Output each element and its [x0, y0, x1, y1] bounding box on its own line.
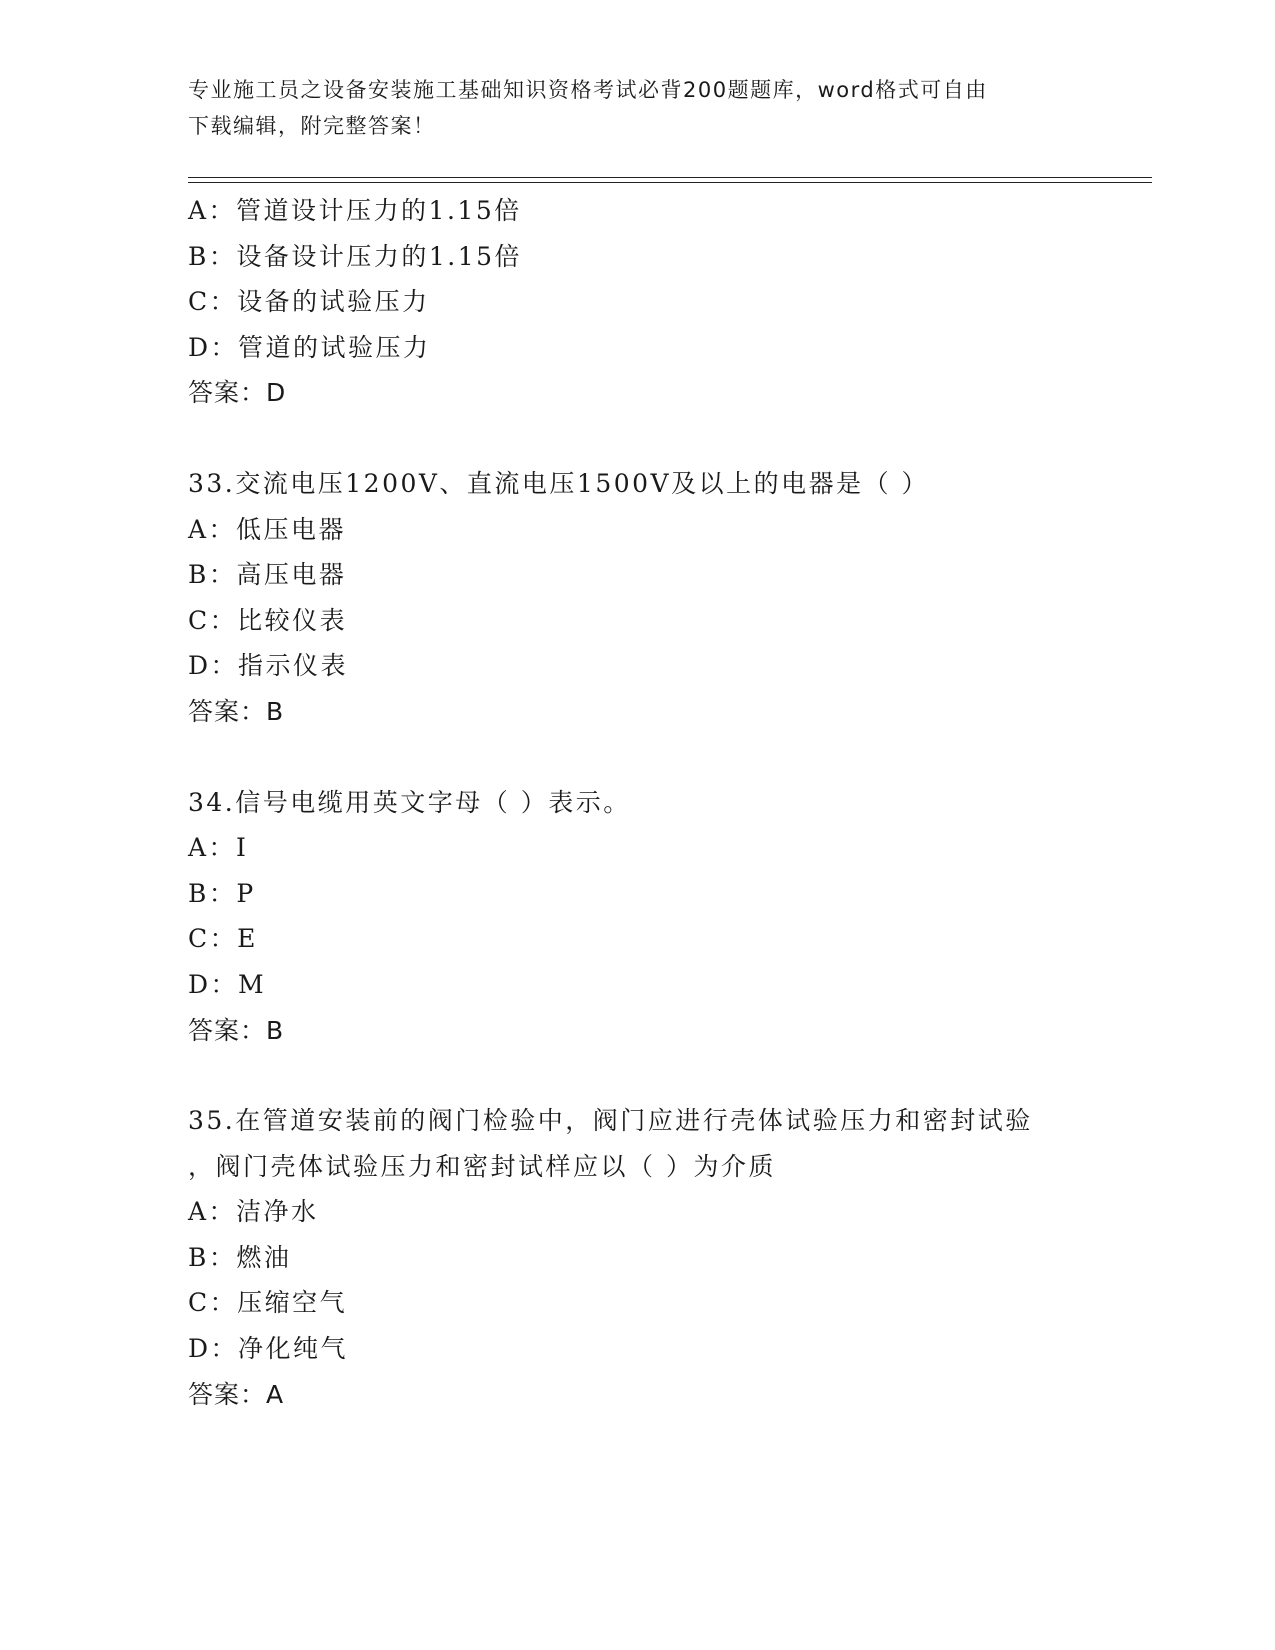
- option-a: A：I: [188, 833, 249, 863]
- option-c: C：压缩空气: [188, 1288, 348, 1318]
- option-a: A：管道设计压力的1.15倍: [188, 196, 522, 225]
- option-a: A：低压电器: [188, 514, 347, 544]
- question-block-32: [188, 188, 1128, 416]
- option-b: B：燃油: [188, 1242, 292, 1272]
- question-text: 33.交流电压1200V、直流电压1500V及以上的电器是（ ）: [188, 468, 930, 498]
- option-d: D：净化纯气: [188, 1334, 349, 1364]
- option-a: A：洁净水: [188, 1197, 319, 1227]
- option-c: C：比较仪表: [188, 605, 348, 635]
- answer-line: 答案：B: [188, 696, 285, 726]
- option-b: B：设备设计压力的1.15倍: [188, 241, 523, 271]
- document-header: [188, 72, 1068, 144]
- spacer: [188, 1053, 1128, 1098]
- option-d: D：管道的试验压力: [188, 332, 431, 362]
- question-text: 34.信号电缆用英文字母（ ）表示。: [188, 787, 631, 817]
- header-divider-top: [188, 177, 1152, 178]
- question-block-33: [188, 461, 1128, 735]
- question-block-35: [188, 1098, 1128, 1417]
- question-text-line-1: 35.在管道安装前的阀门检验中，阀门应进行壳体试验压力和密封试验: [188, 1106, 1033, 1136]
- question-list: [188, 188, 1128, 1417]
- answer-line: 答案：A: [188, 1379, 285, 1409]
- answer-line: 答案：B: [188, 1015, 285, 1045]
- header-line-1: 专业施工员之设备安装施工基础知识资格考试必背200题题库，word格式可自由: [188, 78, 988, 102]
- option-d: D：M: [188, 969, 267, 999]
- option-b: B：高压电器: [188, 560, 347, 590]
- header-line-2: 下载编辑，附完整答案！: [188, 114, 436, 138]
- spacer: [188, 735, 1128, 780]
- question-block-34: [188, 780, 1128, 1054]
- header-divider-bottom: [188, 182, 1152, 183]
- answer-line: 答案：D: [188, 378, 287, 408]
- option-c: C：E: [188, 924, 258, 954]
- spacer: [188, 416, 1128, 461]
- question-text-line-2: ，阀门壳体试验压力和密封试样应以（ ）为介质: [188, 1151, 776, 1181]
- option-c: C：设备的试验压力: [188, 287, 430, 317]
- option-b: B：P: [188, 878, 256, 908]
- option-d: D：指示仪表: [188, 651, 349, 681]
